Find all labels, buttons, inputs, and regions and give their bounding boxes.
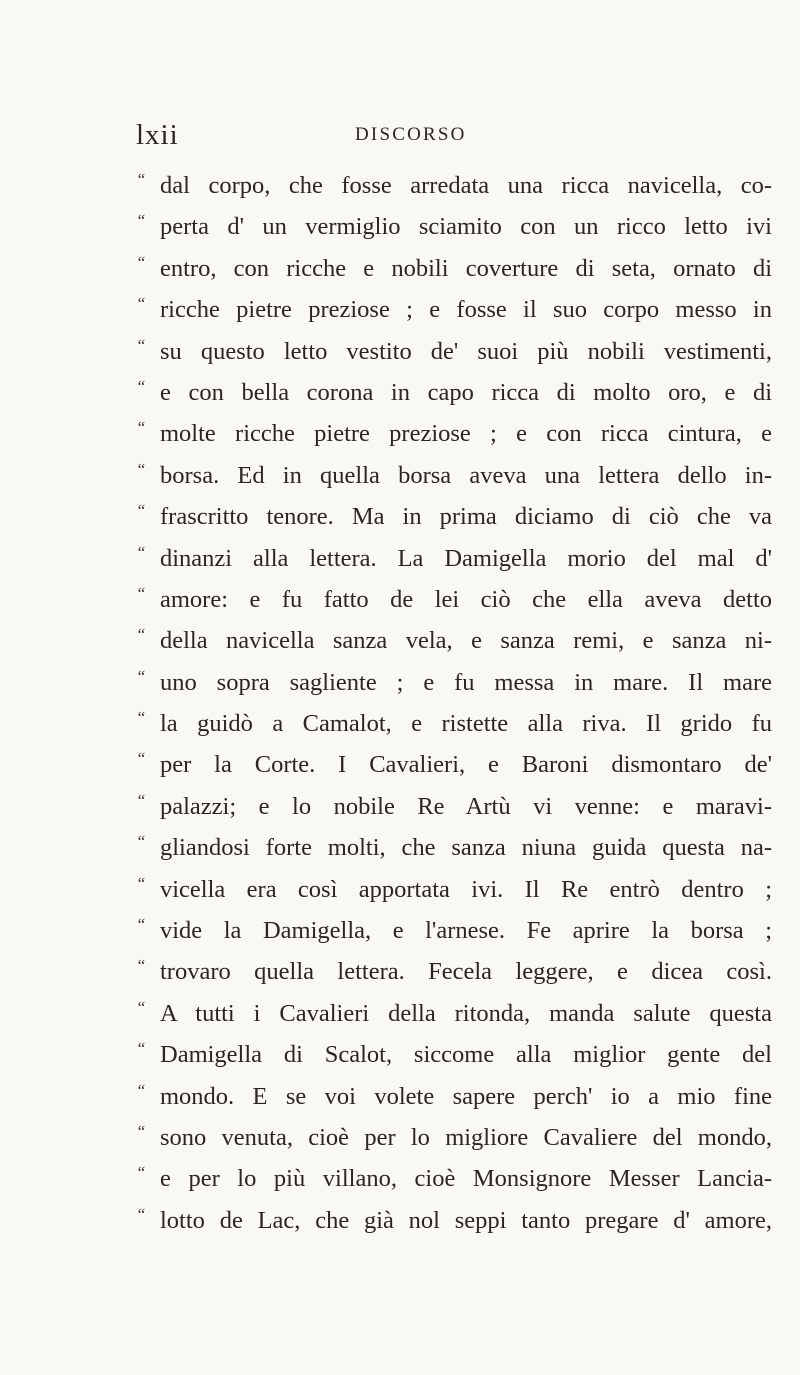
quote-mark: “	[136, 418, 146, 438]
quote-mark: “	[136, 1163, 146, 1183]
quote-mark: “	[136, 501, 146, 521]
quote-mark: “	[136, 873, 146, 893]
line-text: per la Corte. I Cavalieri, e Baroni dismontaro de'	[160, 751, 772, 779]
quote-mark: “	[136, 997, 146, 1017]
line-text: Damigella di Scalot, siccome alla miglior gente del	[160, 1041, 772, 1069]
text-line	[136, 455, 772, 496]
quote-mark: “	[136, 749, 146, 769]
quote-mark: “	[136, 625, 146, 645]
text-line	[136, 993, 772, 1034]
line-text: della navicella sanza vela, e sanza remi, e sanza ni-	[160, 627, 772, 655]
line-text: ricche pietre preziose ; e fosse il suo corpo messo in	[160, 296, 772, 324]
quote-mark: “	[136, 666, 146, 686]
quote-mark: “	[136, 294, 146, 314]
quote-mark: “	[136, 915, 146, 935]
quote-mark: “	[136, 211, 146, 231]
text-line	[136, 206, 772, 247]
line-text: la guidò a Camalot, e ristette alla riva. Il grido fu	[160, 710, 772, 738]
text-line	[136, 827, 772, 868]
text-line	[136, 289, 772, 330]
text-line	[136, 1158, 772, 1199]
line-text: A tutti i Cavalieri della ritonda, manda salute questa	[160, 999, 772, 1027]
text-line	[136, 620, 772, 661]
text-line	[136, 165, 772, 206]
quote-mark: “	[136, 1080, 146, 1100]
text-line	[136, 869, 772, 910]
text-line	[136, 662, 772, 703]
quote-mark: “	[136, 1204, 146, 1224]
quote-mark: “	[136, 542, 146, 562]
text-line	[136, 703, 772, 744]
running-head	[0, 118, 800, 152]
line-text: sono venuta, cioè per lo migliore Cavaliere del mondo,	[160, 1123, 772, 1151]
quote-mark: “	[136, 252, 146, 272]
quote-mark: “	[136, 583, 146, 603]
line-text: su questo letto vestito de' suoi più nobili vestimenti,	[160, 337, 772, 365]
text-line	[136, 372, 772, 413]
line-text: vide la Damigella, e l'arnese. Fe aprire la borsa ;	[160, 917, 772, 945]
line-text: e per lo più villano, cioè Monsignore Messer Lancia-	[160, 1165, 772, 1193]
text-line	[136, 744, 772, 785]
line-text: molte ricche pietre preziose ; e con ricca cintura, e	[160, 420, 772, 448]
text-line	[136, 1200, 772, 1241]
quote-mark: “	[136, 170, 146, 189]
line-text: borsa. Ed in quella borsa aveva una lettera dello in-	[160, 461, 772, 489]
quote-mark: “	[136, 1039, 146, 1059]
quote-mark: “	[136, 790, 146, 810]
line-text: uno sopra sagliente ; e fu messa in mare. Il mare	[160, 668, 772, 696]
page-number: lxii	[136, 119, 179, 151]
body-text	[136, 165, 772, 1241]
line-text: vicella era così apportata ivi. Il Re entrò dentro ;	[160, 875, 772, 903]
text-line	[136, 951, 772, 992]
text-line	[136, 496, 772, 537]
quote-mark: “	[136, 708, 146, 728]
quote-mark: “	[136, 335, 146, 355]
line-text: palazzi; e lo nobile Re Artù vi venne: e maravi-	[160, 792, 772, 820]
text-line	[136, 1034, 772, 1075]
line-text: perta d' un vermiglio sciamito con un ricco letto ivi	[160, 213, 772, 241]
quote-mark: “	[136, 832, 146, 852]
text-line	[136, 1076, 772, 1117]
text-line	[136, 331, 772, 372]
line-text: trovaro quella lettera. Fecela leggere, e dicea così.	[160, 958, 772, 986]
line-text: dal corpo, che fosse arredata una ricca navicella, co-	[160, 172, 772, 199]
quote-mark: “	[136, 376, 146, 396]
line-text: lotto de Lac, che già nol seppi tanto pregare d' amore,	[160, 1206, 772, 1234]
text-line	[136, 579, 772, 620]
running-title: DISCORSO	[355, 124, 467, 145]
quote-mark: “	[136, 459, 146, 479]
quote-mark: “	[136, 1121, 146, 1141]
line-text: e con bella corona in capo ricca di molto oro, e di	[160, 378, 772, 406]
text-line	[136, 786, 772, 827]
text-line	[136, 538, 772, 579]
line-text: dinanzi alla lettera. La Damigella morio del mal d'	[160, 544, 772, 572]
text-line	[136, 1117, 772, 1158]
line-text: frascritto tenore. Ma in prima diciamo di ciò che va	[160, 503, 772, 531]
text-line	[136, 413, 772, 454]
quote-mark: “	[136, 956, 146, 976]
text-line	[136, 248, 772, 289]
line-text: amore: e fu fatto de lei ciò che ella aveva detto	[160, 585, 772, 613]
line-text: entro, con ricche e nobili coverture di seta, ornato di	[160, 254, 772, 282]
text-line	[136, 910, 772, 951]
line-text: mondo. E se voi volete sapere perch' io a mio fine	[160, 1082, 772, 1110]
line-text: gliandosi forte molti, che sanza niuna guida questa na-	[160, 834, 772, 862]
